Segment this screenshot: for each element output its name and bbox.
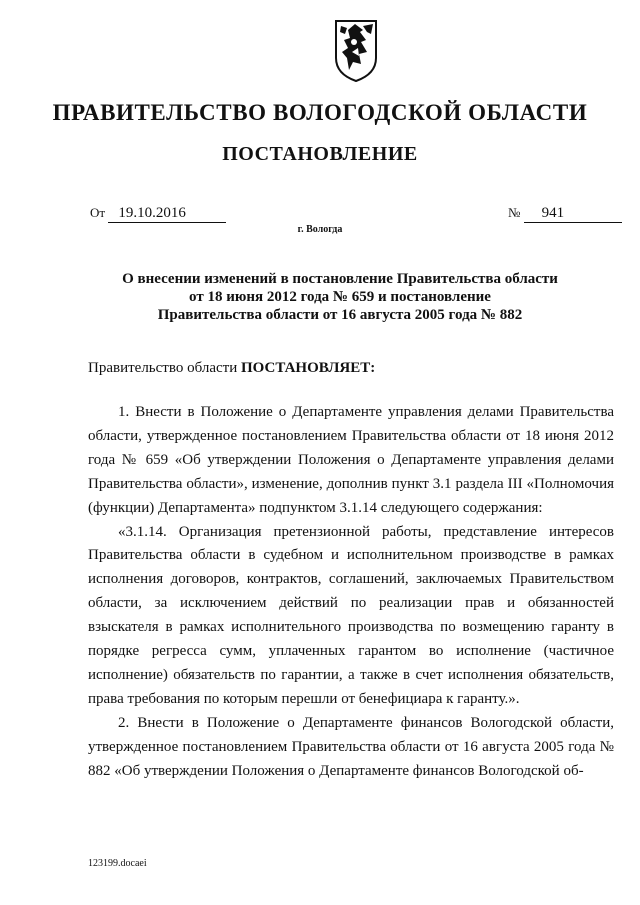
paragraph-1: 1. Внести в Положение о Департаменте управления делами Правительства области, утвержденное постановлением Правительства области от 18 июня 2012 года № 659 «Об утверждении Положения о Департаменте управления делами Правительства области», изменение, дополнив пункт 3.1 раздела III «Полномочия (функции) Департамента» подпунктом 3.1.14 следующего содержания: xyxy=(88,404,614,516)
city: г. Вологда xyxy=(297,224,343,235)
number-row xyxy=(508,205,622,223)
date-row xyxy=(90,205,226,223)
file-code: 123199.docaei xyxy=(88,858,147,869)
government-title: ПРАВИТЕЛЬСТВО ВОЛОГОДСКОЙ ОБЛАСТИ xyxy=(52,100,588,125)
paragraph-2: 2. Внести в Положение о Департаменте финансов Вологодской области, утвержденное постановлением Правительства области от 16 августа 2005 года № 882 «Об утверждении Положения о Департаменте финансов Вологодской об- xyxy=(88,714,614,779)
paragraph-quoted-clause: «3.1.14. Организация претензионной работы, представление интересов Правительства области в судебном и исполнительном производстве в рамках исполнения договоров, контрактов, соглашений, заключаемых Правительством области, за исключением действий по реализации прав и обязанностей взыскателя в рамках исполнительного производства по возмещению гаранту в порядке регресса сумм, уплаченных гарантом во исполнение (частичное исполнение) обязательств по гарантии, а также в счет исполнения обязательств, права требования по которым перешли от бенефициара к гаранту.». xyxy=(88,523,614,707)
preamble-text: Правительство области xyxy=(88,360,241,376)
number-prefix: № xyxy=(508,205,521,220)
date-prefix: От xyxy=(90,205,106,220)
document-number: 941 xyxy=(524,205,622,223)
subject-line: О внесении изменений в постановление Правительства области xyxy=(122,271,558,287)
document-subject xyxy=(100,270,580,324)
subject-line: от 18 июня 2012 года № 659 и постановление xyxy=(189,289,491,305)
coat-of-arms-icon xyxy=(333,18,379,84)
document-body xyxy=(88,401,614,784)
preamble-decree: ПОСТАНОВЛЯЕТ: xyxy=(240,360,376,376)
subject-line: Правительства области от 16 августа 2005 года № 882 xyxy=(157,307,523,323)
document-type: ПОСТАНОВЛЕНИЕ xyxy=(222,143,418,165)
document-date: 19.10.2016 xyxy=(108,205,226,223)
preamble xyxy=(88,360,375,377)
